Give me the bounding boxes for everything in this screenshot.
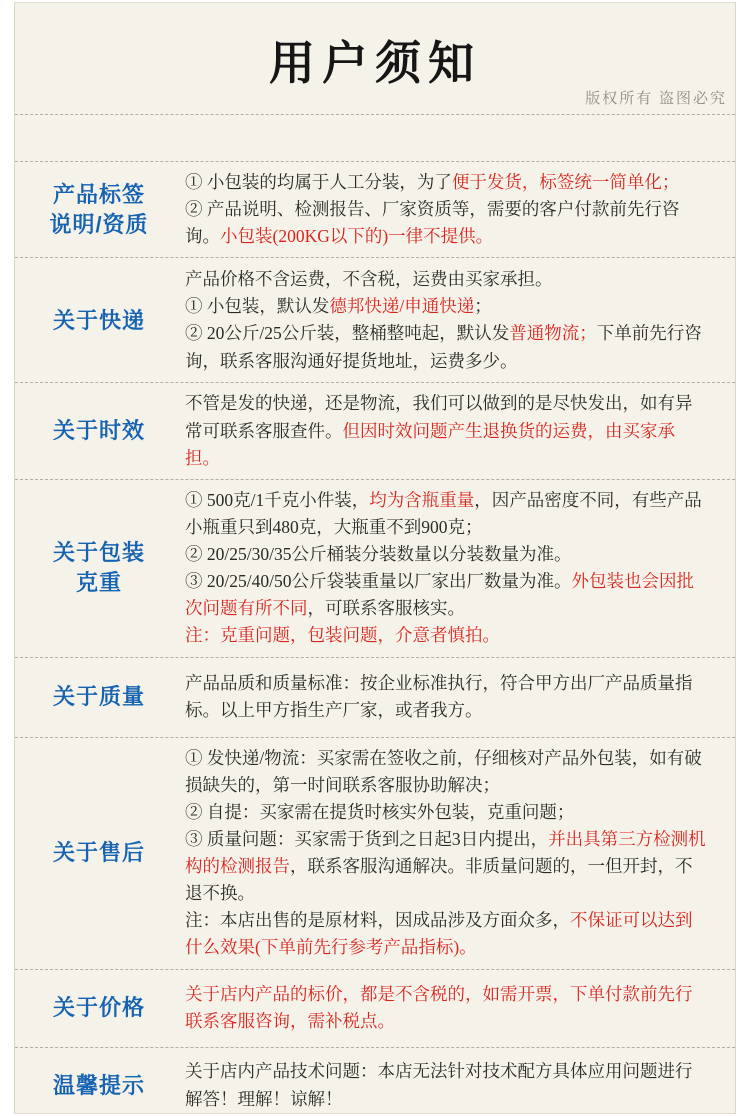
notice-row-price: [15, 970, 735, 1048]
content-paragraph: [185, 293, 709, 320]
content-paragraph: [185, 196, 709, 250]
text-segment: ① 小包装，默认发: [185, 296, 330, 317]
text-segment: 产品价格不含运费，不含税，运费由买家承担。: [185, 269, 553, 290]
row-label-warm-tips: [15, 1048, 183, 1115]
content-paragraph: [185, 266, 709, 293]
text-segment-red: 注：克重问题，包装问题，介意者慎拍。: [185, 625, 500, 646]
content-paragraph: [185, 320, 709, 374]
content-paragraph: [185, 169, 709, 196]
row-label-price: [15, 970, 183, 1047]
text-segment: 产品品质和质量标准：按企业标准执行，符合甲方出厂产品质量指标。以上甲方指生产厂家，或者我方。: [185, 672, 693, 720]
content-paragraph: [185, 799, 709, 826]
row-content-packaging-weight: [183, 480, 735, 657]
row-label-line: 关于质量: [52, 684, 145, 710]
text-segment: ① 500克/1千克小件装，: [185, 489, 370, 510]
row-content-product-label-qualification: [183, 162, 735, 257]
content-paragraph: [185, 622, 709, 649]
notice-row-quality: [15, 658, 735, 738]
text-segment-red: 便于发货，标签统一简单化；: [451, 172, 680, 192]
content-paragraph: [185, 745, 709, 799]
text-segment: ② 20公斤/25公斤装，整桶整吨起，默认发: [185, 323, 510, 344]
row-label-line: 说明/资质: [49, 211, 149, 237]
text-segment: 关于店内产品技术问题：本店无法针对技术配方具体应用问题进行解答！理解！谅解！: [185, 1061, 693, 1109]
text-segment: ，因产品密度不同，有些产品小瓶重只到480克，大瓶重不到900克；: [185, 489, 702, 537]
row-content-express-delivery: [183, 258, 735, 382]
text-segment: ② 自提：买家需在提货时核实外包装，克重问题；: [185, 801, 575, 822]
content-paragraph: [185, 568, 709, 622]
notice-row-warm-tips: [15, 1048, 735, 1115]
content-paragraph: [185, 826, 709, 907]
content-paragraph: [185, 907, 709, 961]
notice-table: [15, 162, 735, 1114]
text-segment: ② 20/25/30/35公斤桶装分装数量以分装数量为准。: [185, 544, 572, 564]
row-label-express-delivery: [15, 258, 183, 382]
text-segment: 注：本店出售的是原材料，因成品涉及方面众多，: [185, 910, 570, 931]
row-label-after-sales: [15, 738, 183, 969]
row-label-line: 克重: [75, 570, 122, 596]
content-paragraph: [185, 390, 709, 471]
row-label-packaging-weight: [15, 480, 183, 657]
row-label-line: 关于售后: [52, 840, 145, 866]
text-segment-red: 但因时效问题产生退换货的运费，由买家承担。: [185, 420, 675, 468]
content-paragraph: [185, 541, 709, 568]
notice-row-packaging-weight: [15, 480, 735, 658]
text-segment: ① 小包装的均属于人工分装，为了: [185, 172, 452, 192]
row-label-line: 关于快递: [52, 307, 145, 333]
row-content-delivery-time: [183, 383, 735, 478]
text-segment-red: 小包装(200KG以下的)一律不提供。: [220, 226, 494, 247]
row-label-line: 产品标签: [52, 182, 145, 207]
text-segment: ③ 质量问题：买家需于货到之日起3日内提出，: [185, 828, 549, 849]
notice-row-delivery-time: [15, 383, 735, 479]
text-segment-red: 德邦快递/申通快递: [329, 296, 475, 317]
row-label-line: 温馨提示: [52, 1072, 145, 1098]
text-segment: ，可联系客服核实。: [307, 598, 465, 619]
text-segment: ① 发快递/物流：买家需在签收之前，仔细核对产品外包装，如有破损缺失的，第一时间联系客服协助解决；: [185, 747, 702, 795]
text-segment-red: 普通物流；: [509, 323, 597, 344]
text-segment-red: 不保证可以达到什么效果(下单前先行参考产品指标)。: [185, 910, 693, 958]
text-segment: ③ 20/25/40/50公斤袋装重量以厂家出厂数量为准。: [185, 571, 572, 592]
text-segment: 下单前先行咨询，联系客服沟通好提货地址，运费多少。: [185, 323, 702, 371]
content-paragraph: [185, 670, 709, 724]
notice-header: [15, 3, 735, 115]
content-paragraph: [185, 487, 709, 541]
row-content-price: [183, 970, 735, 1047]
notice-row-product-label-qualification: [15, 162, 735, 258]
header-spacer: [15, 115, 735, 162]
row-content-warm-tips: [183, 1048, 735, 1115]
text-segment-red: 关于店内产品的标价，都是不含税的，如需开票，下单付款前先行联系客服咨询，需补税点。: [185, 983, 693, 1031]
content-paragraph: [185, 1058, 709, 1112]
notice-panel: [14, 2, 736, 1114]
notice-row-after-sales: [15, 738, 735, 970]
row-label-line: 关于包装: [52, 540, 145, 566]
text-segment: 不管是发的快递，还是物流，我们可以做到的是尽快发出，如有异常可联系客服查件。: [185, 393, 693, 441]
text-segment: ，联系客服沟通解决。非质量问题的，一但开封，不退不换。: [185, 856, 693, 904]
copyright-note: 版权所有 盗图必究: [585, 91, 727, 107]
row-label-quality: [15, 658, 183, 737]
text-segment: ；: [474, 296, 492, 317]
content-paragraph: [185, 981, 709, 1035]
row-label-line: 关于时效: [52, 418, 145, 444]
row-label-line: 关于价格: [52, 995, 145, 1021]
text-segment: ② 产品说明、检测报告、厂家资质等，需要的客户付款前先行咨询。: [185, 199, 680, 247]
row-label-delivery-time: [15, 383, 183, 478]
row-content-quality: [183, 658, 735, 737]
row-label-product-label-qualification: [15, 162, 183, 257]
text-segment-red: 均为含瓶重量: [369, 489, 475, 510]
notice-row-express-delivery: [15, 258, 735, 383]
page-title: 用户须知: [269, 38, 481, 89]
row-content-after-sales: [183, 738, 735, 969]
text-segment-red: 并出具第三方检测机构的检测报告: [185, 828, 706, 876]
text-segment-red: 外包装也会因批次问题有所不同: [185, 571, 694, 619]
